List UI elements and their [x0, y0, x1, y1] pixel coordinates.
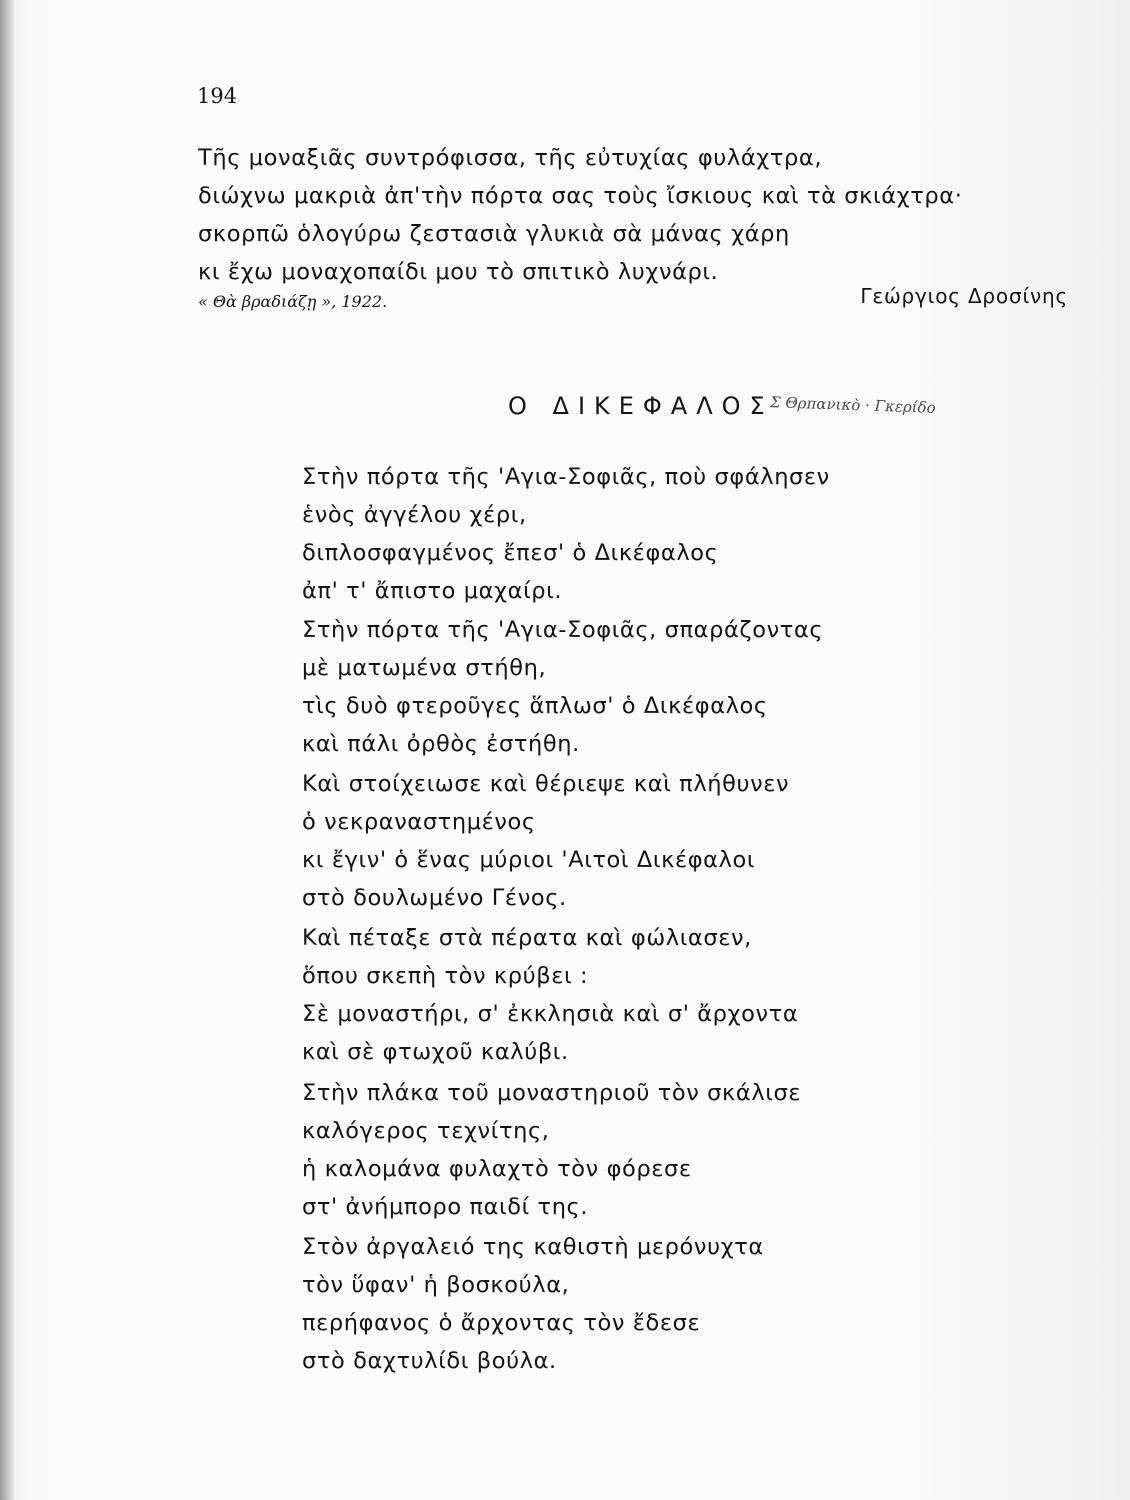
verse-line: μὲ ματωμένα στήθη,: [302, 655, 547, 681]
verse-line: Στὴν πλάκα τοῦ μοναστηριοῦ τὸν σκάλισε: [302, 1080, 802, 1106]
verse-line: Στὴν πόρτα τῆς 'Αγια-Σοφιᾶς, σπαράζοντας: [302, 617, 824, 643]
verse-line: Σὲ μοναστήρι, σ' ἐκκλησιὰ καὶ σ' ἄρχοντα: [302, 1001, 799, 1027]
poem-stanza-4: [302, 919, 798, 1071]
poem-title: Ο ΔΙΚΕΦΑΛΟΣ: [508, 392, 774, 420]
poem-stanza-2: [302, 611, 823, 763]
source-citation: « Θὰ βραδιάζῃ », 1922.: [198, 292, 388, 311]
verse-line: στ' ἀνήμπορο παιδί της.: [302, 1194, 589, 1220]
verse-line: στὸ δουλωμένο Γένος.: [302, 885, 567, 911]
verse-line: καὶ πάλι ὀρθὸς ἐστήθη.: [302, 731, 580, 757]
poem-stanza-6: [302, 1228, 764, 1380]
verse-line: κι ἔχω μοναχοπαίδι μου τὸ σπιτικὸ λυχνάρι.: [198, 259, 719, 285]
verse-line: Στὸν ἀργαλειό της καθιστὴ μερόνυχτα: [302, 1234, 764, 1260]
verse-line: Τῆς μοναξιᾶς συντρόφισσα, τῆς εὐτυχίας φυλάχτρα,: [198, 145, 823, 171]
verse-line: στὸ δαχτυλίδι βούλα.: [302, 1348, 557, 1374]
verse-line: ἀπ' τ' ἄπιστο μαχαίρι.: [302, 578, 563, 604]
verse-line: τὶς δυὸ φτεροῦγες ἅπλωσ' ὁ Δικέφαλος: [302, 693, 768, 719]
handwritten-note: Σ Θρπανικὸ · Γκερίδο: [769, 393, 936, 417]
verse-line: καλόγερος τεχνίτης,: [302, 1118, 550, 1144]
verse-line: ἡ καλομάνα φυλαχτὸ τὸν φόρεσε: [302, 1156, 692, 1182]
intro-stanza: [198, 139, 962, 291]
author-name: Γεώργιος Δροσίνης: [860, 284, 1068, 308]
verse-line: περήφανος ὁ ἄρχοντας τὸν ἔδεσε: [302, 1310, 701, 1336]
poem-stanza-5: [302, 1074, 801, 1226]
verse-line: ὁ νεκραναστημένος: [302, 809, 536, 835]
verse-line: τὸν ὕφαν' ἡ βοσκούλα,: [302, 1272, 570, 1298]
verse-line: κι ἔγιν' ὁ ἕνας μύριοι 'Αιτοὶ Δικέφαλοι: [302, 847, 756, 873]
page-number: 194: [197, 84, 238, 108]
verse-line: Καὶ στοίχειωσε καὶ θέριεψε καὶ πλήθυνεν: [302, 771, 790, 797]
verse-line: διπλοσφαγμένος ἔπεσ' ὁ Δικέφαλος: [302, 540, 719, 566]
poem-stanza-1: [302, 458, 830, 610]
verse-line: Καὶ πέταξε στὰ πέρατα καὶ φώλιασεν,: [302, 925, 752, 951]
verse-line: καὶ σὲ φτωχοῦ καλύβι.: [302, 1039, 569, 1065]
verse-line: ὅπου σκεπὴ τὸν κρύβει :: [302, 963, 589, 989]
verse-line: ἑνὸς ἀγγέλου χέρι,: [302, 502, 527, 528]
verse-line: σκορπῶ ὁλογύρω ζεστασιὰ γλυκιὰ σὰ μάνας χάρη: [198, 221, 790, 247]
binding-shadow: [0, 0, 14, 1500]
verse-line: διώχνω μακριὰ ἀπ'τὴν πόρτα σας τοὺς ἴσκιους καὶ τὰ σκιάχτρα·: [198, 183, 963, 209]
poem-stanza-3: [302, 765, 789, 917]
verse-line: Στὴν πόρτα τῆς 'Αγια-Σοφιᾶς, ποὺ σφάλησεν: [302, 464, 830, 490]
